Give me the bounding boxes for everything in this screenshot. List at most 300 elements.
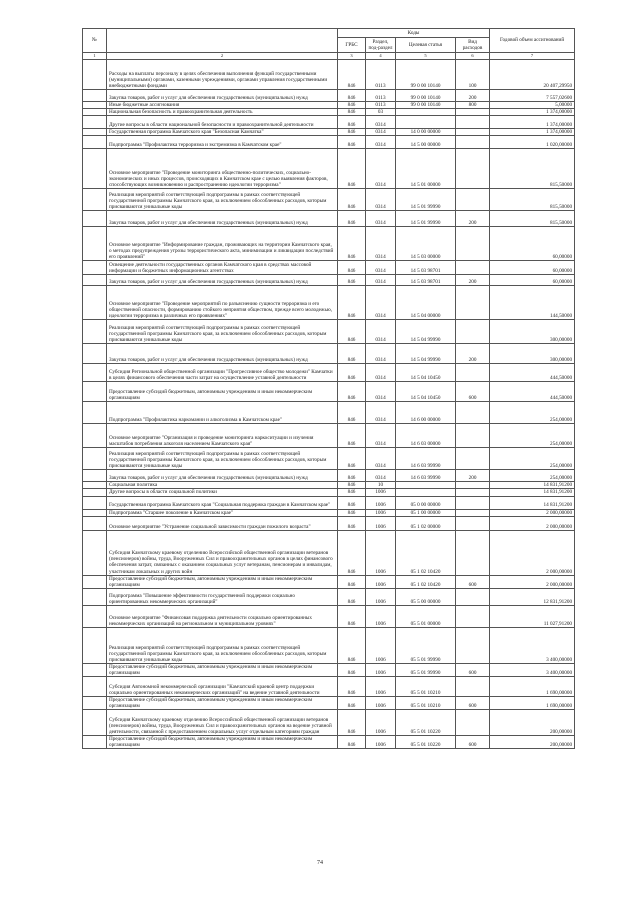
num-cell bbox=[83, 424, 107, 448]
header-grbs: ГРБС bbox=[338, 38, 366, 53]
num-cell bbox=[83, 605, 107, 627]
row-name: Закупка товаров, работ и услуг для обеспечения государственных (муниципальных) нужд bbox=[107, 470, 338, 482]
row-section: 0314 bbox=[366, 470, 396, 482]
row-name: Субсидия Автономной некоммерческой организации "Камчатский краевой центр поддержки социально ориентированных некоммерческих организаций" на ведение уставной деятельности bbox=[107, 677, 338, 697]
row-target bbox=[396, 109, 456, 116]
row-grbs: 846 bbox=[338, 424, 366, 448]
row-exp-type: 800 bbox=[456, 102, 490, 109]
row-section: 1006 bbox=[366, 697, 396, 710]
row-name: Основное мероприятие "Проведение мероприятий по разъяснению сущности терроризма и его общественной опасности, формированию стойкого неприятия обществом, прежде всего молодежью, идеологии терроризма в различных его проявлениях" bbox=[107, 286, 338, 320]
row-amount: 200,00000 bbox=[490, 710, 575, 736]
row-section: 0314 bbox=[366, 424, 396, 448]
row-grbs: 846 bbox=[338, 588, 366, 605]
row-grbs: 846 bbox=[338, 129, 366, 136]
num-cell bbox=[83, 627, 107, 663]
row-target: 14 5 04 10450 bbox=[396, 382, 456, 402]
table-row bbox=[83, 575, 575, 588]
row-exp-type bbox=[456, 227, 490, 261]
row-amount: 14 831,91200 bbox=[490, 489, 575, 496]
row-name: Реализация мероприятий соответствующей подпрограммы в рамках соответствующей государственной программы Камчатского края, за исключением обособленных расходов, которым присваиваются уникальные коды bbox=[107, 189, 338, 211]
num-cell bbox=[83, 448, 107, 470]
row-section: 1006 bbox=[366, 710, 396, 736]
num-cell bbox=[83, 90, 107, 102]
num-cell bbox=[83, 227, 107, 261]
row-grbs: 846 bbox=[338, 227, 366, 261]
row-section: 0314 bbox=[366, 227, 396, 261]
num-cell bbox=[83, 275, 107, 286]
row-amount: 815,50000 bbox=[490, 189, 575, 211]
num-cell bbox=[83, 149, 107, 189]
row-amount: 2 000,00000 bbox=[490, 516, 575, 530]
row-exp-type: 600 bbox=[456, 382, 490, 402]
row-target: 05 5 01 10220 bbox=[396, 710, 456, 736]
row-exp-type bbox=[456, 496, 490, 509]
num-cell bbox=[83, 211, 107, 227]
row-grbs: 846 bbox=[338, 530, 366, 575]
row-amount: 2 000,00000 bbox=[490, 575, 575, 588]
row-amount: 5,00000 bbox=[490, 102, 575, 109]
row-amount: 60,00000 bbox=[490, 261, 575, 275]
row-grbs: 846 bbox=[338, 189, 366, 211]
row-exp-type bbox=[456, 627, 490, 663]
row-target: 14 6 00 00000 bbox=[396, 402, 456, 424]
row-name: Государственная программа Камчатского края "Социальная поддержка граждан в Камчатском крае" bbox=[107, 496, 338, 509]
num-cell bbox=[83, 516, 107, 530]
column-number: 1 bbox=[83, 53, 107, 60]
row-target: 05 1 02 00000 bbox=[396, 516, 456, 530]
row-section: 1006 bbox=[366, 489, 396, 496]
table-row bbox=[83, 470, 575, 482]
row-grbs: 846 bbox=[338, 697, 366, 710]
num-cell bbox=[83, 736, 107, 749]
row-exp-type bbox=[456, 448, 490, 470]
header-annual: Годовой объем ассигнований bbox=[490, 29, 575, 53]
row-grbs: 846 bbox=[338, 710, 366, 736]
row-target: 05 5 01 10210 bbox=[396, 697, 456, 710]
row-exp-type: 600 bbox=[456, 663, 490, 676]
row-grbs: 846 bbox=[338, 286, 366, 320]
header-name bbox=[107, 29, 338, 53]
row-grbs: 846 bbox=[338, 575, 366, 588]
row-exp-type: 600 bbox=[456, 575, 490, 588]
row-amount: 300,00000 bbox=[490, 344, 575, 364]
row-name: Иные бюджетные ассигнования bbox=[107, 102, 338, 109]
row-name: Субсидия Региональной общественной организации "Прогрессивное общество молодежи" Камчатки в целях финансового обеспечения части затрат на осуществление уставной деятельности bbox=[107, 364, 338, 382]
table-row bbox=[83, 663, 575, 676]
row-grbs: 846 bbox=[338, 482, 366, 489]
row-target: 14 5 03 00000 bbox=[396, 227, 456, 261]
row-grbs: 846 bbox=[338, 116, 366, 129]
table-row bbox=[83, 227, 575, 261]
row-exp-type bbox=[456, 489, 490, 496]
table-row bbox=[83, 588, 575, 605]
row-name: Предоставление субсидий бюджетным, автономным учреждениям и иным некоммерческим организациям bbox=[107, 575, 338, 588]
table-row bbox=[83, 382, 575, 402]
table-row bbox=[83, 129, 575, 136]
row-amount: 444,50000 bbox=[490, 382, 575, 402]
row-amount: 254,00000 bbox=[490, 448, 575, 470]
row-name: Подпрограмма "Профилактика терроризма и экстремизма в Камчатском крае" bbox=[107, 136, 338, 149]
row-name: Основное мероприятие "Устранение социальной зависимости граждан пожилого возраста" bbox=[107, 516, 338, 530]
column-number: 7 bbox=[490, 53, 575, 60]
row-exp-type: 600 bbox=[456, 736, 490, 749]
row-section: 0314 bbox=[366, 320, 396, 344]
row-exp-type bbox=[456, 482, 490, 489]
row-grbs: 846 bbox=[338, 470, 366, 482]
row-exp-type: 200 bbox=[456, 90, 490, 102]
row-exp-type bbox=[456, 129, 490, 136]
table-row bbox=[83, 109, 575, 116]
num-cell bbox=[83, 575, 107, 588]
table-row bbox=[83, 275, 575, 286]
row-exp-type: 600 bbox=[456, 697, 490, 710]
num-cell bbox=[83, 677, 107, 697]
row-target bbox=[396, 482, 456, 489]
table-row bbox=[83, 261, 575, 275]
row-section: 0314 bbox=[366, 149, 396, 189]
table-row bbox=[83, 448, 575, 470]
row-exp-type bbox=[456, 424, 490, 448]
column-numbers-row bbox=[83, 53, 575, 60]
row-name: Предоставление субсидий бюджетным, автономным учреждениям и иным некоммерческим организациям bbox=[107, 736, 338, 749]
row-amount: 444,50000 bbox=[490, 364, 575, 382]
row-section: 0314 bbox=[366, 448, 396, 470]
page-number: 74 bbox=[317, 860, 323, 866]
num-cell bbox=[83, 402, 107, 424]
row-amount: 144,50000 bbox=[490, 286, 575, 320]
row-target: 14 5 04 99990 bbox=[396, 320, 456, 344]
table-row bbox=[83, 364, 575, 382]
row-target: 14 0 00 00000 bbox=[396, 129, 456, 136]
row-name: Закупка товаров, работ и услуг для обеспечения государственных (муниципальных) нужд bbox=[107, 90, 338, 102]
row-section: 0314 bbox=[366, 129, 396, 136]
table-row bbox=[83, 489, 575, 496]
row-exp-type bbox=[456, 136, 490, 149]
row-amount: 1 690,00000 bbox=[490, 697, 575, 710]
num-cell bbox=[83, 136, 107, 149]
row-amount: 1 690,00000 bbox=[490, 677, 575, 697]
row-amount: 300,00000 bbox=[490, 320, 575, 344]
row-grbs: 846 bbox=[338, 109, 366, 116]
table-row bbox=[83, 102, 575, 109]
row-exp-type bbox=[456, 402, 490, 424]
num-cell bbox=[83, 489, 107, 496]
table-row bbox=[83, 736, 575, 749]
row-grbs: 846 bbox=[338, 489, 366, 496]
header-exp-type: Вид расходов bbox=[456, 38, 490, 53]
row-grbs: 846 bbox=[338, 677, 366, 697]
row-target: 99 0 00 10140 bbox=[396, 90, 456, 102]
row-amount: 1 020,00000 bbox=[490, 136, 575, 149]
table-body bbox=[83, 60, 575, 749]
table-row bbox=[83, 496, 575, 509]
row-name: Освещение деятельности государственных органов Камчатского края в средствах массовой информации и бюджетных информационных агентствах bbox=[107, 261, 338, 275]
row-amount: 1 374,00000 bbox=[490, 129, 575, 136]
row-target: 05 5 00 00000 bbox=[396, 588, 456, 605]
row-target: 14 5 01 99990 bbox=[396, 189, 456, 211]
row-target: 05 5 01 10220 bbox=[396, 736, 456, 749]
row-name: Субсидия Камчатскому краевому отделению Всероссийской общественной организации ветеранов (пенсионеров) войны, труда, Вооруженных Сил и правоохранительных органов в целях финансового обеспечения затрат, связанных с оказанием социальных услуг ветеранам, пенсионерам и инвалидам, участникам локальных и других войн bbox=[107, 530, 338, 575]
table-row bbox=[83, 344, 575, 364]
num-cell bbox=[83, 697, 107, 710]
row-section: 0314 bbox=[366, 275, 396, 286]
row-amount: 254,00000 bbox=[490, 470, 575, 482]
row-section: 10 bbox=[366, 482, 396, 489]
row-grbs: 846 bbox=[338, 320, 366, 344]
row-amount: 7 557,02600 bbox=[490, 90, 575, 102]
table-row bbox=[83, 697, 575, 710]
row-target: 14 6 03 99990 bbox=[396, 470, 456, 482]
row-target: 14 5 01 00000 bbox=[396, 149, 456, 189]
table-row bbox=[83, 516, 575, 530]
num-cell bbox=[83, 116, 107, 129]
row-amount: 254,00000 bbox=[490, 424, 575, 448]
row-target: 14 5 04 10450 bbox=[396, 364, 456, 382]
row-target: 14 6 03 00000 bbox=[396, 424, 456, 448]
table-header bbox=[83, 29, 575, 60]
row-section: 0314 bbox=[366, 364, 396, 382]
row-name: Предоставление субсидий бюджетным, автономным учреждениям и иным некоммерческим организациям bbox=[107, 697, 338, 710]
row-target: 14 5 04 99990 bbox=[396, 344, 456, 364]
row-grbs: 846 bbox=[338, 261, 366, 275]
row-amount: 14 831,91200 bbox=[490, 482, 575, 489]
row-amount: 60,00000 bbox=[490, 275, 575, 286]
table-row bbox=[83, 627, 575, 663]
row-target: 99 0 00 10140 bbox=[396, 60, 456, 90]
row-exp-type: 200 bbox=[456, 275, 490, 286]
row-grbs: 846 bbox=[338, 364, 366, 382]
row-amount: 20 407,29950 bbox=[490, 60, 575, 90]
row-target bbox=[396, 116, 456, 129]
row-amount: 60,00000 bbox=[490, 227, 575, 261]
table-row bbox=[83, 189, 575, 211]
header-num: № bbox=[83, 29, 107, 53]
row-name: Закупка товаров, работ и услуг для обеспечения государственных (муниципальных) нужд bbox=[107, 275, 338, 286]
header-section: Раздел, под-раздел bbox=[366, 38, 396, 53]
table-row bbox=[83, 677, 575, 697]
row-grbs: 846 bbox=[338, 344, 366, 364]
row-section: 0314 bbox=[366, 136, 396, 149]
num-cell bbox=[83, 102, 107, 109]
row-name: Основное мероприятие "Финансовая поддержка деятельности социально ориентированных некоммерческих организаций на региональном и муниципальном уровнях" bbox=[107, 605, 338, 627]
table-row bbox=[83, 710, 575, 736]
row-amount: 1 374,00000 bbox=[490, 109, 575, 116]
row-section: 1006 bbox=[366, 516, 396, 530]
row-name: Другие вопросы в области социальной политики bbox=[107, 489, 338, 496]
row-grbs: 846 bbox=[338, 448, 366, 470]
row-exp-type bbox=[456, 710, 490, 736]
row-name: Государственная программа Камчатского края "Безопасная Камчатка" bbox=[107, 129, 338, 136]
table-row bbox=[83, 136, 575, 149]
row-target: 05 5 01 99990 bbox=[396, 627, 456, 663]
row-exp-type bbox=[456, 588, 490, 605]
table-row bbox=[83, 149, 575, 189]
column-number: 5 bbox=[396, 53, 456, 60]
row-name: Основное мероприятие "Информирование граждан, проживающих на территории Камчатского края, о методах предупреждения угрозы террористического акта, минимизации и ликвидации последствий его проявлений" bbox=[107, 227, 338, 261]
row-amount: 200,00000 bbox=[490, 736, 575, 749]
row-section: 1006 bbox=[366, 627, 396, 663]
row-name: Реализация мероприятий соответствующей подпрограммы в рамках соответствующей государственной программы Камчатского края, за исключением обособленных расходов, которым присваиваются уникальные коды bbox=[107, 448, 338, 470]
row-section: 0314 bbox=[366, 286, 396, 320]
row-exp-type bbox=[456, 149, 490, 189]
row-target: 14 5 00 00000 bbox=[396, 136, 456, 149]
row-grbs: 846 bbox=[338, 496, 366, 509]
header-target: Целевая статья bbox=[396, 38, 456, 53]
row-exp-type bbox=[456, 516, 490, 530]
row-grbs: 846 bbox=[338, 382, 366, 402]
table-row bbox=[83, 402, 575, 424]
num-cell bbox=[83, 109, 107, 116]
column-number: 3 bbox=[338, 53, 366, 60]
row-target: 05 1 02 10420 bbox=[396, 575, 456, 588]
num-cell bbox=[83, 482, 107, 489]
row-exp-type: 100 bbox=[456, 60, 490, 90]
row-exp-type bbox=[456, 261, 490, 275]
row-amount: 14 831,91200 bbox=[490, 496, 575, 509]
row-name: Основное мероприятие "Организация и проведение мониторинга наркоситуации и изучения масштабов потребления алкоголя населением Камчатского края" bbox=[107, 424, 338, 448]
row-exp-type bbox=[456, 189, 490, 211]
row-exp-type bbox=[456, 109, 490, 116]
row-amount: 815,50000 bbox=[490, 211, 575, 227]
row-amount: 12 831,91200 bbox=[490, 588, 575, 605]
row-exp-type bbox=[456, 116, 490, 129]
row-amount: 1 374,00000 bbox=[490, 116, 575, 129]
row-section: 0314 bbox=[366, 189, 396, 211]
row-section: 0314 bbox=[366, 116, 396, 129]
table-row bbox=[83, 424, 575, 448]
row-target: 14 5 03 98701 bbox=[396, 261, 456, 275]
row-name: Предоставление субсидий бюджетным, автономным учреждениям и иным некоммерческим организациям bbox=[107, 663, 338, 676]
row-grbs: 846 bbox=[338, 402, 366, 424]
column-number: 4 bbox=[366, 53, 396, 60]
row-name: Подпрограмма "Профилактика наркомании и алкоголизма в Камчатском крае" bbox=[107, 402, 338, 424]
row-grbs: 846 bbox=[338, 136, 366, 149]
header-codes: Коды bbox=[338, 29, 490, 38]
row-target: 05 1 02 10420 bbox=[396, 530, 456, 575]
num-cell bbox=[83, 189, 107, 211]
table-row bbox=[83, 320, 575, 344]
row-exp-type bbox=[456, 364, 490, 382]
row-target: 05 5 01 00000 bbox=[396, 605, 456, 627]
row-section: 0113 bbox=[366, 90, 396, 102]
table-row bbox=[83, 286, 575, 320]
row-name: Расходы на выплаты персоналу в целях обеспечения выполнения функций государственными (муниципальными) органами, казенными учреждениями, органами управления государственными внебюджетными фондами bbox=[107, 60, 338, 90]
row-grbs: 846 bbox=[338, 275, 366, 286]
num-cell bbox=[83, 530, 107, 575]
row-section: 1006 bbox=[366, 575, 396, 588]
num-cell bbox=[83, 509, 107, 516]
row-section: 1006 bbox=[366, 736, 396, 749]
row-amount: 815,50000 bbox=[490, 149, 575, 189]
row-name: Национальная безопасность и правоохранительная деятельность bbox=[107, 109, 338, 116]
row-exp-type bbox=[456, 320, 490, 344]
row-exp-type: 200 bbox=[456, 470, 490, 482]
row-grbs: 846 bbox=[338, 60, 366, 90]
row-name: Социальная политика bbox=[107, 482, 338, 489]
row-target: 14 5 04 00000 bbox=[396, 286, 456, 320]
row-grbs: 846 bbox=[338, 516, 366, 530]
row-section: 0314 bbox=[366, 382, 396, 402]
table-row bbox=[83, 605, 575, 627]
row-target: 05 1 00 00000 bbox=[396, 509, 456, 516]
row-amount: 3 400,00000 bbox=[490, 627, 575, 663]
num-cell bbox=[83, 588, 107, 605]
row-amount: 254,00000 bbox=[490, 402, 575, 424]
row-target: 05 0 00 00000 bbox=[396, 496, 456, 509]
budget-table bbox=[82, 28, 575, 749]
row-section: 1006 bbox=[366, 496, 396, 509]
num-cell bbox=[83, 320, 107, 344]
num-cell bbox=[83, 364, 107, 382]
num-cell bbox=[83, 286, 107, 320]
row-exp-type bbox=[456, 509, 490, 516]
row-target bbox=[396, 489, 456, 496]
num-cell bbox=[83, 129, 107, 136]
num-cell bbox=[83, 663, 107, 676]
row-section: 0314 bbox=[366, 344, 396, 364]
row-exp-type bbox=[456, 605, 490, 627]
row-grbs: 846 bbox=[338, 736, 366, 749]
num-cell bbox=[83, 470, 107, 482]
row-exp-type: 200 bbox=[456, 344, 490, 364]
row-target: 14 6 03 99990 bbox=[396, 448, 456, 470]
row-section: 1006 bbox=[366, 663, 396, 676]
row-name: Закупка товаров, работ и услуг для обеспечения государственных (муниципальных) нужд bbox=[107, 211, 338, 227]
row-section: 0314 bbox=[366, 211, 396, 227]
row-amount: 3 400,00000 bbox=[490, 663, 575, 676]
row-target: 99 0 00 10140 bbox=[396, 102, 456, 109]
row-name: Реализация мероприятий соответствующей подпрограммы в рамках соответствующей государственной программы Камчатского края, за исключением обособленных расходов, которым присваиваются уникальные коды bbox=[107, 320, 338, 344]
num-cell bbox=[83, 382, 107, 402]
row-exp-type: 200 bbox=[456, 211, 490, 227]
row-exp-type bbox=[456, 677, 490, 697]
column-number: 6 bbox=[456, 53, 490, 60]
row-grbs: 846 bbox=[338, 663, 366, 676]
row-name: Основное мероприятие "Проведение мониторинга общественно-политических, социально-экономических и иных процессов, происходящих в Камчатском крае с целью выявления факторов, способствующих возникновению и распространению идеологии терроризма" bbox=[107, 149, 338, 189]
row-name: Подпрограмма "Повышение эффективности государственной поддержки социально ориентированных некоммерческих организаций" bbox=[107, 588, 338, 605]
num-cell bbox=[83, 496, 107, 509]
row-grbs: 846 bbox=[338, 102, 366, 109]
row-exp-type bbox=[456, 286, 490, 320]
row-section: 1006 bbox=[366, 605, 396, 627]
row-section: 1006 bbox=[366, 509, 396, 516]
num-cell bbox=[83, 710, 107, 736]
row-exp-type bbox=[456, 530, 490, 575]
table-row bbox=[83, 530, 575, 575]
row-grbs: 846 bbox=[338, 509, 366, 516]
num-cell bbox=[83, 344, 107, 364]
table-row bbox=[83, 116, 575, 129]
row-section: 1006 bbox=[366, 530, 396, 575]
row-section: 0314 bbox=[366, 261, 396, 275]
table-row bbox=[83, 60, 575, 90]
row-target: 05 5 01 99990 bbox=[396, 663, 456, 676]
row-name: Субсидия Камчатскому краевому отделению Всероссийской общественной организации ветеранов (пенсионеров) войны, труда, Вооруженных Сил и правоохранительных органов на ведение уставной деятельности, связанной с предоставлением социальных услуг отдельным категориям граждан bbox=[107, 710, 338, 736]
table-row bbox=[83, 211, 575, 227]
num-cell bbox=[83, 60, 107, 90]
row-grbs: 846 bbox=[338, 605, 366, 627]
row-grbs: 846 bbox=[338, 211, 366, 227]
row-name: Подпрограмма "Старшее поколение в Камчатском крае" bbox=[107, 509, 338, 516]
row-name: Реализация мероприятий соответствующей подпрограммы в рамках соответствующей государственной программы Камчатского края, за исключением обособленных расходов, которым присваиваются уникальные коды bbox=[107, 627, 338, 663]
row-target: 05 5 01 10210 bbox=[396, 677, 456, 697]
table-row bbox=[83, 482, 575, 489]
row-amount: 11 027,91200 bbox=[490, 605, 575, 627]
row-section: 0113 bbox=[366, 102, 396, 109]
row-grbs: 846 bbox=[338, 90, 366, 102]
row-section: 03 bbox=[366, 109, 396, 116]
table-row bbox=[83, 90, 575, 102]
